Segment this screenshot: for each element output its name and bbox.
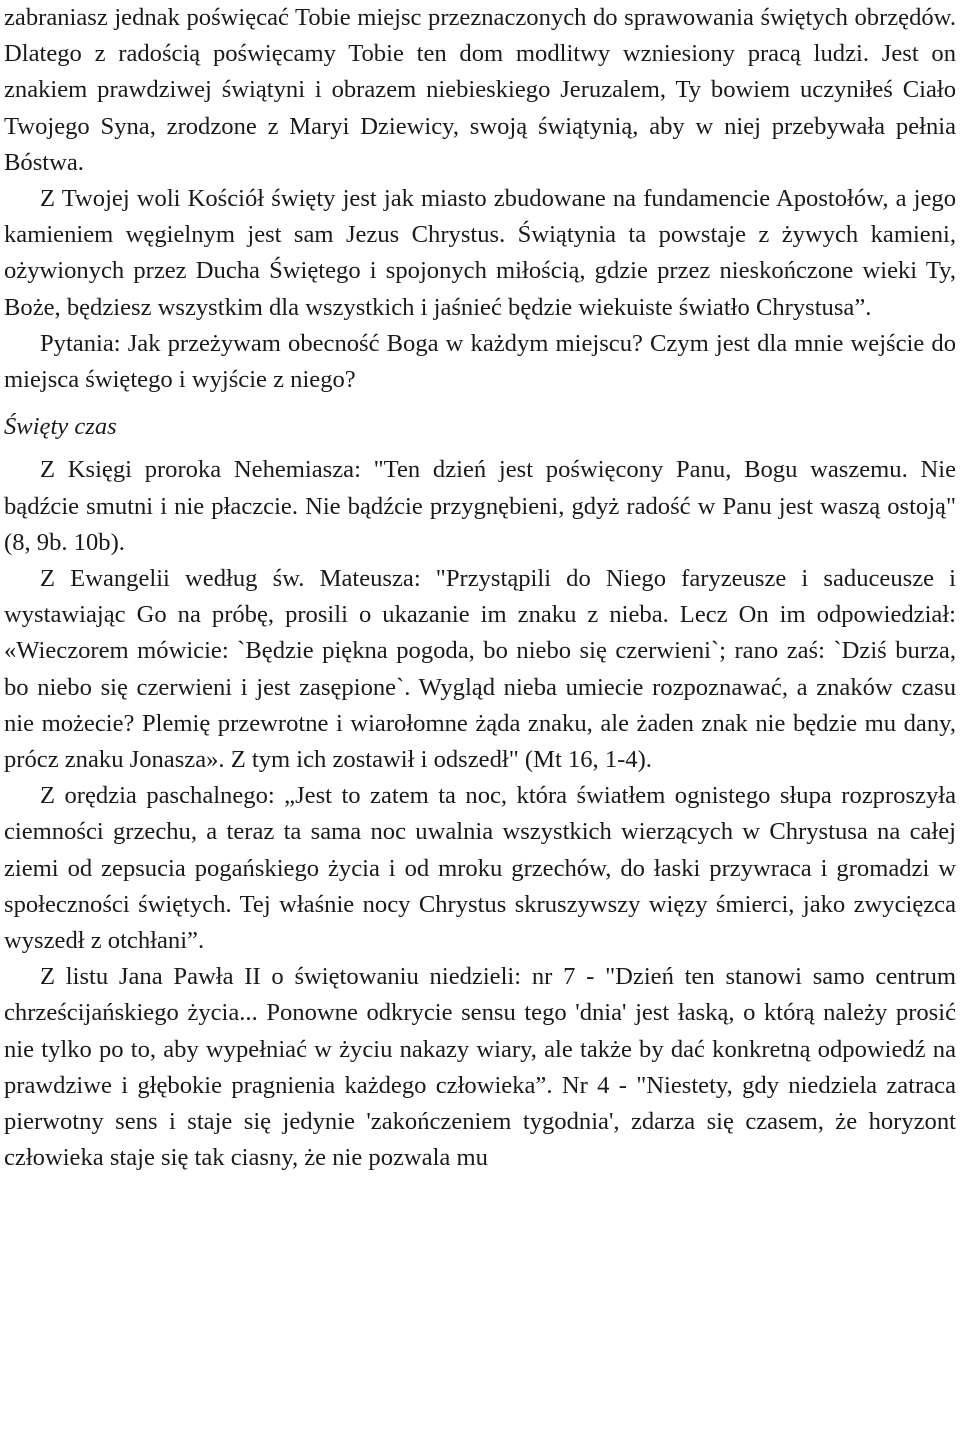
paragraph-matthew-gospel: Z Ewangelii według św. Mateusza: "Przystąpili do Niego faryzeusze i saduceusze i wystawiając Go na próbę, prosili o ukazanie im znaku z nieba. Lecz On im odpowiedział: «Wieczorem mówicie: `Będzie piękna pogoda, bo niebo się czerwieni`; rano zaś: `Dziś burza, bo niebo się czerwieni i jest zasępione`. Wygląd nieba umiecie rozpoznawać, a znaków czasu nie możecie? Plemię przewrotne i wiarołomne żąda znaku, ale żaden znak nie będzie mu dany, prócz znaku Jonasza». Z tym ich zostawił i odszedł" (Mt 16, 1-4). xyxy=(4,565,956,774)
document-page xyxy=(4,0,956,1177)
paragraph-church-city: Z Twojej woli Kościół święty jest jak miasto zbudowane na fundamencie Apostołów, a jego kamieniem węgielnym jest sam Jezus Chrystus. Świątynia ta powstaje z żywych kamieni, ożywionych przez Ducha Świętego i spojonych miłością, gdzie przez nieskończone wieki Ty, Boże, będziesz wszystkim dla wszystkich i jaśnieć będzie wiekuiste światło Chrystusa”. xyxy=(4,185,956,321)
paragraph-easter-proclamation: Z orędzia paschalnego: „Jest to zatem ta noc, która światłem ognistego słupa rozproszyła ciemności grzechu, a teraz ta sama noc uwalnia wszystkich wierzących w Chrystusa na całej ziemi od zepsucia pogańskiego życia i od mroku grzechów, do łaski przywraca i gromadzi w społeczności świętych. Tej właśnie nocy Chrystus skruszywszy więzy śmierci, jako zwycięzca wyszedł z otchłani”. xyxy=(4,782,956,955)
section-heading: Święty czas xyxy=(4,413,117,441)
paragraph-john-paul-letter: Z listu Jana Pawła II o świętowaniu niedzieli: nr 7 - "Dzień ten stanowi samo centrum chrześcijańskiego życia... Ponowne odkrycie sensu tego 'dnia' jest łaską, o którą należy prosić nie tylko po to, aby wypełniać w życiu nakazy wiary, ale także by dać konkretną odpowiedź na prawdziwe i głębokie pragnienia każdego człowieka”. Nr 4 - "Niestety, gdy niedziela zatraca pierwotny sens i staje się jedynie 'zakończeniem tygodnia', zdarza się czasem, że horyzont człowieka staje się tak ciasny, że nie pozwala mu xyxy=(4,963,956,1172)
paragraph-questions: Pytania: Jak przeżywam obecność Boga w każdym miejscu? Czym jest dla mnie wejście do miejsca świętego i wyjście z niego? xyxy=(4,329,956,394)
paragraph-preface-continuation: zabraniasz jednak poświęcać Tobie miejsc przeznaczonych do sprawowania świętych obrzędów. Dlatego z radością poświęcamy Tobie ten dom modlitwy wzniesiony pracą ludzi. Jest on znakiem prawdziwej świątyni i obrazem niebieskiego Jeruzalem, Ty bowiem uczyniłeś Ciało Twojego Syna, zrodzone z Maryi Dziewicy, swoją świątynią, aby w niej przebywała pełnia Bóstwa. xyxy=(4,4,956,176)
paragraph-nehemiah: Z Księgi proroka Nehemiasza: "Ten dzień jest poświęcony Panu, Bogu waszemu. Nie bądźcie smutni i nie płaczcie. Nie bądźcie przygnębieni, gdyż radość w Panu jest waszą ostoją" (8, 9b. 10b). xyxy=(4,456,956,556)
